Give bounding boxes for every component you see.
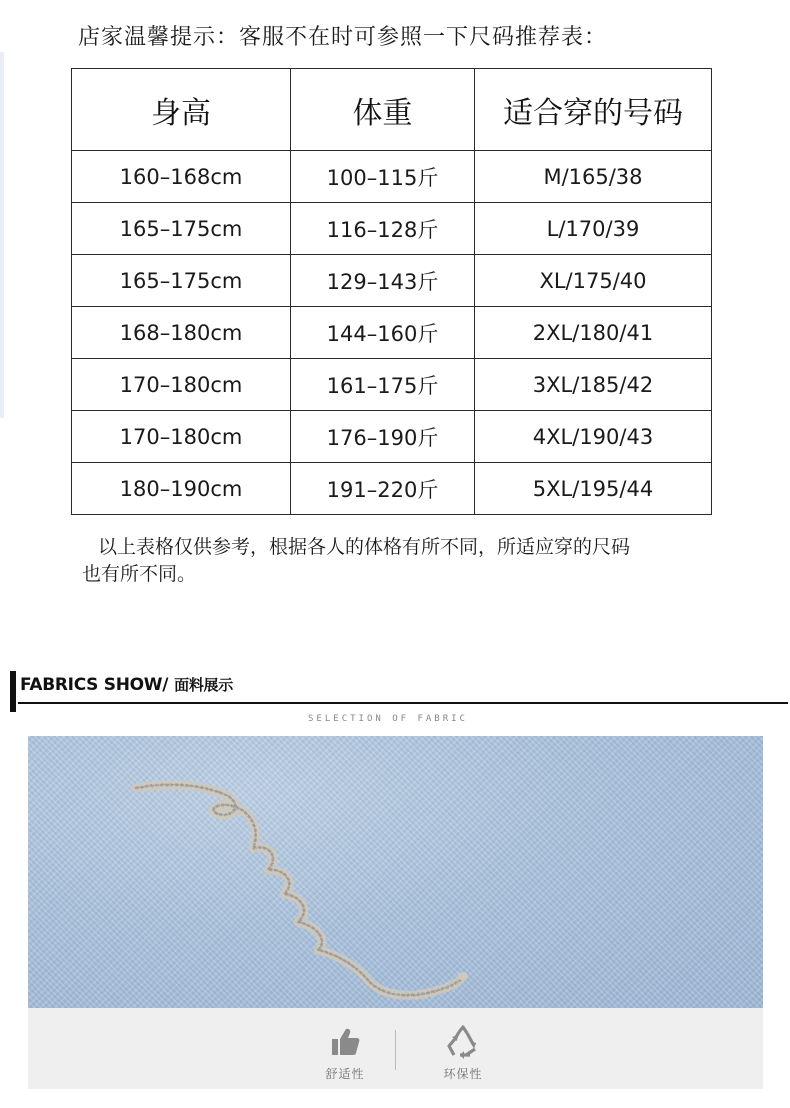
cell-size: L/170/39 xyxy=(475,203,712,255)
cell-size: XL/175/40 xyxy=(475,255,712,307)
disclaimer-note xyxy=(82,534,722,588)
table-row xyxy=(72,203,712,255)
cell-weight: 116–128斤 xyxy=(291,203,475,255)
embroidery-logo xyxy=(28,736,763,1008)
section-subtitle: SELECTION OF FABRIC xyxy=(308,714,468,724)
feature-bar xyxy=(28,1008,763,1089)
table-header-row xyxy=(72,69,712,151)
header-height: 身高 xyxy=(72,69,291,151)
cell-weight: 176–190斤 xyxy=(291,411,475,463)
cell-weight: 144–160斤 xyxy=(291,307,475,359)
section-title-en: FABRICS SHOW/ xyxy=(20,675,169,695)
header-underline xyxy=(18,702,788,704)
cell-height: 170–180cm xyxy=(72,411,291,463)
embroidery-stroke xyxy=(136,785,460,996)
header-size: 适合穿的号码 xyxy=(475,69,712,151)
size-tip-text: 店家温馨提示：客服不在时可参照一下尺码推荐表： xyxy=(78,25,608,50)
table-row xyxy=(72,151,712,203)
left-accent-strip xyxy=(0,52,4,418)
note-line-1: 以上表格仅供参考，根据各人的体格有所不同，所适应穿的尺码 xyxy=(98,536,631,558)
note-line-2: 也有所不同。 xyxy=(82,563,197,585)
table-row xyxy=(72,463,712,515)
cell-size: 2XL/180/41 xyxy=(475,307,712,359)
feature-label: 舒适性 xyxy=(325,1067,365,1081)
table-row xyxy=(72,307,712,359)
cell-weight: 161–175斤 xyxy=(291,359,475,411)
cell-size: 3XL/185/42 xyxy=(475,359,712,411)
cell-size: M/165/38 xyxy=(475,151,712,203)
cell-height: 165–175cm xyxy=(72,203,291,255)
header-accent-bar xyxy=(10,671,16,712)
section-title xyxy=(20,674,233,695)
thumbs-up-icon xyxy=(300,1024,390,1060)
size-chart-table xyxy=(71,68,712,515)
fabric-photo xyxy=(28,736,763,1008)
cell-height: 180–190cm xyxy=(72,463,291,515)
cell-height: 160–168cm xyxy=(72,151,291,203)
feature-divider xyxy=(395,1030,396,1070)
cell-weight: 129–143斤 xyxy=(291,255,475,307)
cell-height: 168–180cm xyxy=(72,307,291,359)
embroidery-stroke-shadow xyxy=(136,785,460,996)
table-row xyxy=(72,411,712,463)
fabric-section-header xyxy=(10,671,790,711)
recycle-icon xyxy=(418,1024,508,1060)
cell-weight: 191–220斤 xyxy=(291,463,475,515)
table-row xyxy=(72,359,712,411)
cell-weight: 100–115斤 xyxy=(291,151,475,203)
feature-comfort xyxy=(300,1024,390,1082)
section-title-cn: 面料展示 xyxy=(174,676,233,694)
cell-size: 5XL/195/44 xyxy=(475,463,712,515)
header-weight: 体重 xyxy=(291,69,475,151)
cell-size: 4XL/190/43 xyxy=(475,411,712,463)
cell-height: 165–175cm xyxy=(72,255,291,307)
feature-eco xyxy=(418,1024,508,1082)
cell-height: 170–180cm xyxy=(72,359,291,411)
table-row xyxy=(72,255,712,307)
feature-label: 环保性 xyxy=(443,1067,483,1081)
